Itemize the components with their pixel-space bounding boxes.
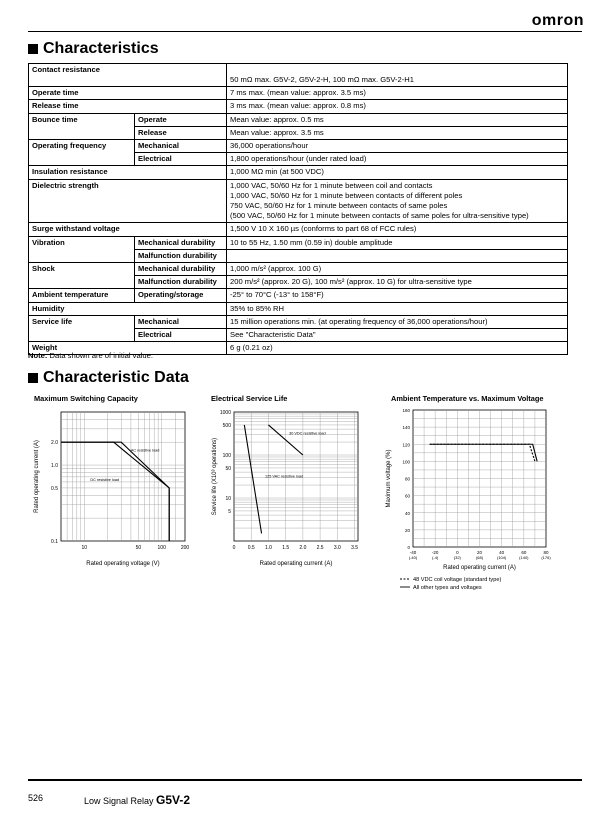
x-tick-label: 80 [543,550,549,555]
series-label: 125 VAC resistive load [265,474,304,479]
row-value [227,315,568,328]
row-label: Service life [29,315,135,341]
characteristics-table-wrap [28,63,568,355]
row-value-line: 1,000 m/s² (approx. 100 G) [230,264,322,274]
characteristics-heading-text: Characteristics [43,40,159,57]
x-tick-label-f: (140) [519,555,529,560]
table-row [29,289,568,302]
series-label: AC resistive load [130,448,160,453]
x-tick-label-f: (-4) [432,555,439,560]
legend-label: 48 VDC coil voltage (standard type) [413,577,502,583]
row-label: Operate time [29,87,227,100]
x-tick-label: 3.5 [351,545,359,551]
characteristics-table [28,63,568,355]
table-note [28,351,153,360]
x-tick-label: 0 [232,545,236,551]
x-tick-label: 1.0 [264,545,272,551]
footer-product-name: G5V-2 [156,793,191,807]
row-value-line: 750 VAC, 50/60 Hz for 1 minute between contacts of same poles [230,201,448,211]
row-value [227,249,568,262]
x-tick-label: 60 [521,550,527,555]
y-tick-label: 0 [407,545,410,550]
x-tick-label-f: (32) [453,555,461,560]
table-row [29,140,568,153]
table-row [29,64,568,87]
y-tick-label: 60 [404,493,410,499]
row-value-line: Mean value: approx. 3.5 ms [230,127,324,137]
row-value [227,153,568,166]
row-sublabel: Mechanical [135,315,227,328]
row-label: Contact resistance [29,64,227,87]
row-value-line: 3 ms max. (mean value: approx. 0.8 ms) [230,101,366,111]
row-sublabel: Release [135,126,227,139]
table-row [29,236,568,249]
y-tick-label: 140 [402,425,410,431]
table-row [29,113,568,126]
x-tick-label: 40 [499,550,505,555]
x-tick-label: 2.5 [316,545,324,551]
row-sublabel: Electrical [135,153,227,166]
table-row [29,223,568,236]
x-axis-label: Rated operating voltage (V) [86,561,160,567]
characteristics-heading [28,40,159,58]
row-value [227,179,568,223]
row-value-line: 1,000 VAC, 50/60 Hz for 1 minute between coil and contacts [230,180,433,190]
x-tick-label: 0 [456,550,459,555]
plot-frame [61,412,185,541]
row-value [227,329,568,342]
series-line [61,442,169,541]
row-sublabel: Mechanical durability [135,263,227,276]
y-tick-label: 0.1 [51,539,58,545]
x-tick-label-f: (68) [475,555,484,560]
x-tick-label-f: (-40) [408,555,418,560]
row-label: Vibration [29,236,135,262]
x-tick-label: 3.0 [333,545,341,551]
row-value-line: 6 g (0.21 oz) [230,343,273,353]
row-value [227,64,568,87]
y-tick-label: 10 [225,496,231,502]
row-value-line: 36,000 operations/hour [230,141,309,151]
y-tick-label: 160 [402,408,410,413]
y-tick-label: 100 [222,453,231,459]
row-label: Bounce time [29,113,135,139]
series-label: DC resistive load [90,477,120,482]
row-value [227,223,568,236]
row-value-line: 7 ms max. (mean value: approx. 3.5 ms) [230,88,366,98]
series-label: 30 VDC resistive load [289,431,326,436]
max-switching-capacity-chart [28,404,200,576]
row-value [227,276,568,289]
footer-product [84,793,190,807]
note-text: Data shown are of initial value. [47,351,153,360]
row-value-line: See "Characteristic Data" [230,330,316,340]
series-line [244,425,261,533]
row-value-line: Mean value: approx. 0.5 ms [230,114,324,124]
table-row [29,179,568,223]
row-value [227,126,568,139]
y-tick-label: 50 [225,465,231,472]
characteristic-data-heading [28,369,189,387]
y-axis-label: Service life (X10³ operations) [212,437,218,516]
x-tick-label: 200 [180,545,190,551]
row-value-line: 15 million operations min. (at operating frequency of 36,000 operations/hour) [230,316,488,326]
series-line [61,442,169,541]
row-value-line: 1,800 operations/hour (under rated load) [230,154,367,164]
row-value-line: 50 mΩ max. G5V-2, G5V-2-H, 100 mΩ max. G5V-2-H1 [230,75,414,84]
y-tick-label: 1.0 [51,463,58,470]
y-tick-label: 0.5 [51,485,58,492]
x-tick-label: -40 [409,550,417,555]
row-sublabel: Operating/storage [135,289,227,302]
legend-label: All other types and voltages [413,585,482,590]
row-sublabel: Malfunction durability [135,276,227,289]
page-number: 526 [28,793,44,803]
row-sublabel: Malfunction durability [135,249,227,262]
row-sublabel: Electrical [135,329,227,342]
y-tick-label: 40 [404,510,410,516]
row-label: Humidity [29,302,227,315]
heading-bullet-icon [28,373,38,383]
note-label: Note: [28,351,48,360]
y-axis-label: Maximum voltage (%) [386,449,392,508]
row-sublabel: Mechanical durability [135,236,227,249]
row-value-line: 1,500 V 10 X 160 µs (conforms to part 68 of FCC rules) [230,224,417,234]
x-tick-label-f: (176) [541,555,551,560]
y-tick-label: 20 [404,527,410,533]
y-axis-label: Rated operating current (A) [34,440,40,513]
row-value-line: 35% to 85% RH [230,303,285,313]
row-value [227,166,568,179]
chart3-title: Ambient Temperature vs. Maximum Voltage [391,394,544,403]
y-tick-label: 1000 [219,410,231,416]
chart1-title: Maximum Switching Capacity [34,394,138,403]
heading-bullet-icon [28,44,38,54]
row-label: Ambient temperature [29,289,135,302]
x-tick-label: 50 [135,545,142,551]
row-value-line: 1,000 MΩ min (at 500 VDC) [230,167,324,177]
x-axis-label: Rated operating current (A) [443,565,516,571]
table-row [29,100,568,113]
x-tick-label: -20 [431,550,439,555]
table-row [29,302,568,315]
row-value [227,263,568,276]
x-tick-label: 100 [157,545,166,551]
footer-product-prefix: Low Signal Relay [84,796,157,806]
row-label: Weight [29,342,227,355]
row-value [227,140,568,153]
table-row [29,263,568,276]
header-rule [28,31,582,32]
row-value-line: 1,000 VAC, 50/60 Hz for 1 minute between contacts of different poles [230,190,463,200]
row-sublabel: Operate [135,113,227,126]
row-value [227,87,568,100]
table-row [29,315,568,328]
x-tick-label: 2.0 [299,545,307,551]
x-tick-label-f: (104) [496,555,507,560]
y-tick-label: 2.0 [51,440,58,447]
row-value [227,342,568,355]
row-value [227,100,568,113]
x-axis-label: Rated operating current (A) [259,561,333,567]
row-label: Operating frequency [29,140,135,166]
table-row [29,166,568,179]
row-sublabel: Mechanical [135,140,227,153]
row-value-line: -25° to 70°C (-13° to 158°F) [230,290,324,300]
table-row [29,87,568,100]
row-value [227,289,568,302]
footer-rule [28,779,582,781]
row-label: Insulation resistance [29,166,227,179]
x-tick-label: 20 [476,550,483,555]
x-tick-label: 0.5 [247,545,255,551]
x-tick-label: 10 [81,545,88,551]
y-tick-label: 80 [404,476,410,482]
y-tick-label: 100 [402,459,410,465]
characteristic-data-heading-text: Characteristic Data [43,369,189,386]
row-value-line [230,65,564,75]
row-value-line: (500 VAC, 50/60 Hz for 1 minute between contacts of same poles for ultra-sensitive type) [230,211,529,221]
row-label: Release time [29,100,227,113]
x-tick-label: 1.5 [282,545,290,551]
y-tick-label: 500 [222,422,231,429]
row-value [227,302,568,315]
row-value-line: 10 to 55 Hz, 1.50 mm (0.59 in) double amplitude [230,237,393,247]
row-label: Dielectric strength [29,179,227,223]
omron-logo: omron [531,12,584,29]
row-value [227,113,568,126]
y-tick-label: 120 [402,442,410,448]
row-label: Shock [29,263,135,289]
row-label: Surge withstand voltage [29,223,227,236]
row-value-line [230,251,564,261]
electrical-service-life-chart [206,404,371,576]
row-value-line: 200 m/s² (approx. 20 G), 100 m/s² (approx. 10 G) for ultra-sensitive type [230,277,472,287]
chart2-title: Electrical Service Life [211,394,288,403]
y-tick-label: 5 [228,508,231,515]
row-value [227,236,568,249]
ambient-temp-max-voltage-chart [380,404,570,590]
